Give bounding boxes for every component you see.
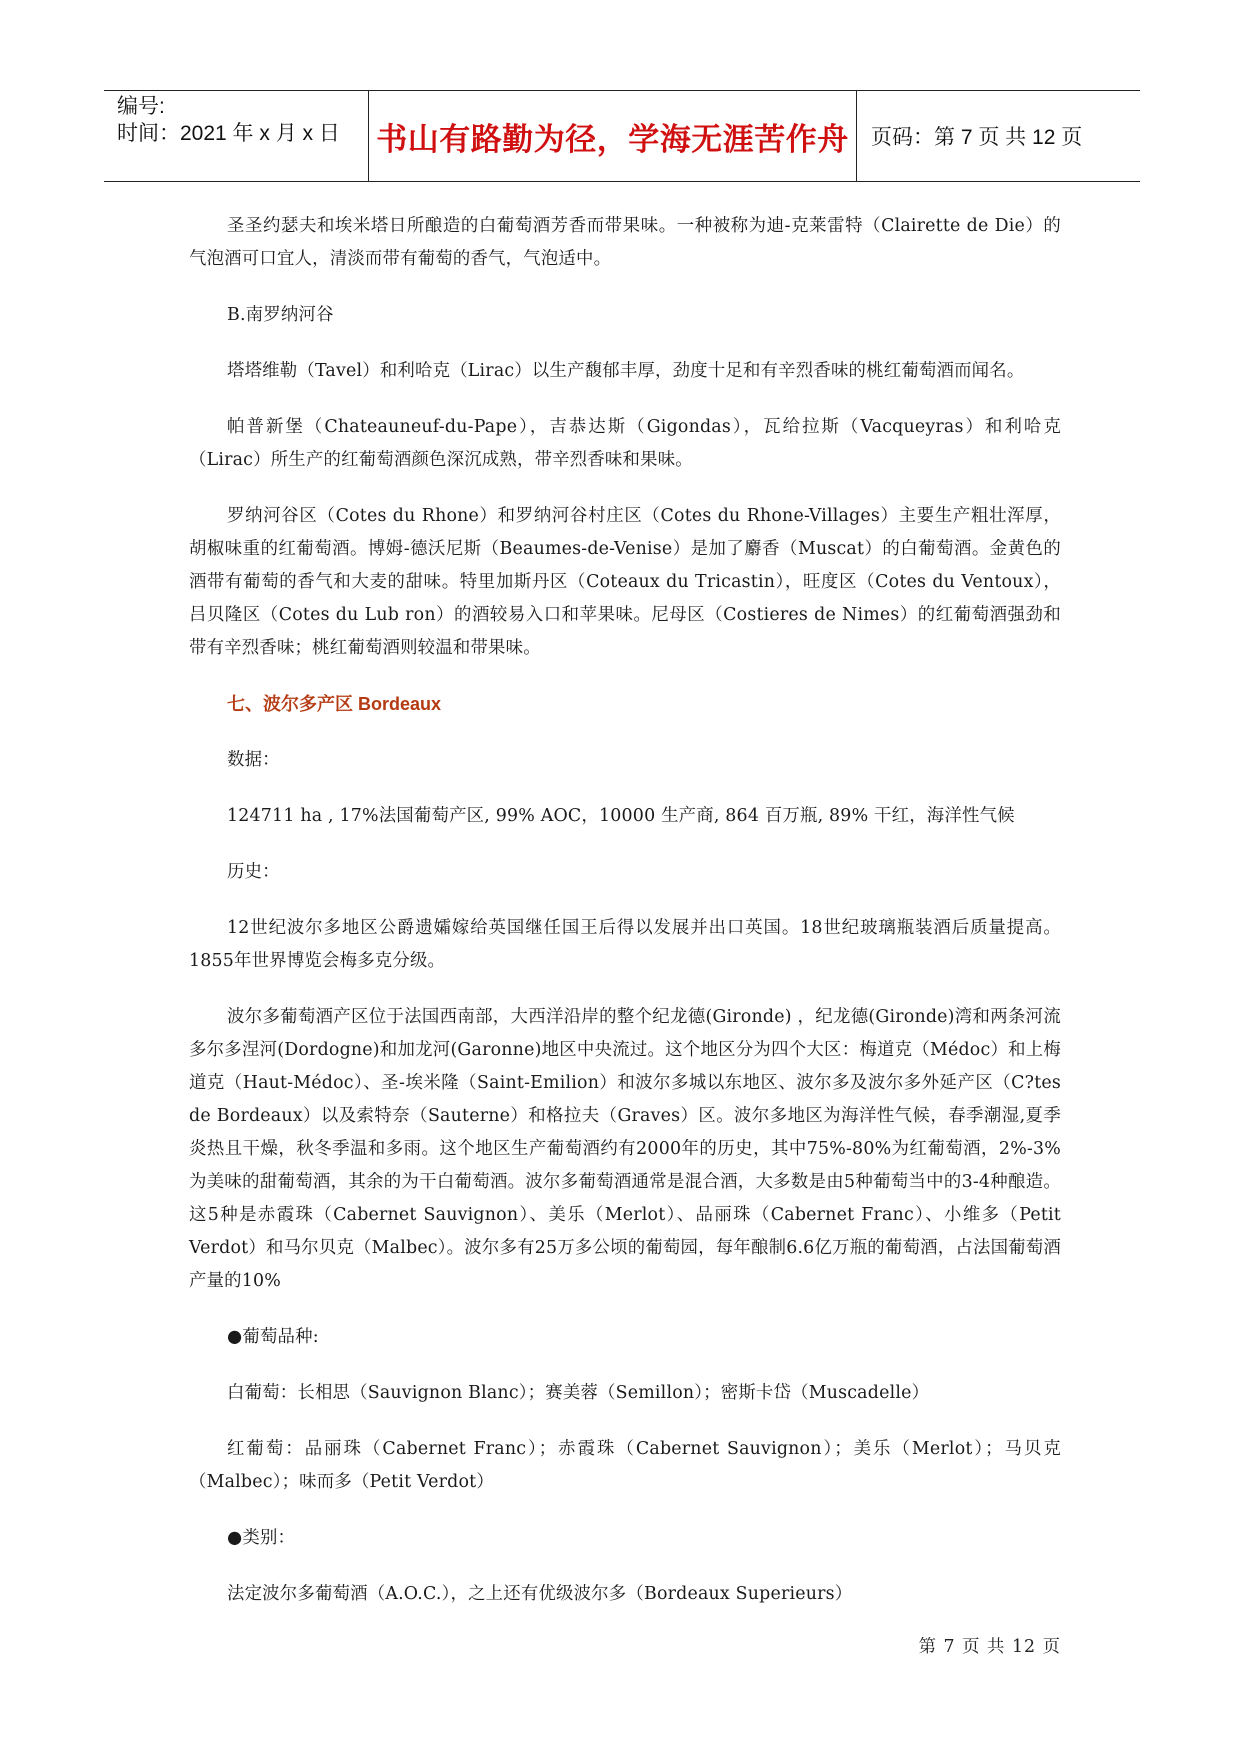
section-heading-bordeaux: 七、波尔多产区 Bordeaux: [227, 694, 442, 714]
paragraph-chateauneuf: 帕普新堡（Chateauneuf-du-Pape），吉恭达斯（Gigondas），瓦给拉斯（Vacqueyras）和利哈克（Lirac）所生产的红葡萄酒颜色深沉成熟，带辛烈香味和果味。: [189, 417, 1061, 470]
header-slogan: 书山有路勤为径，学海无涯苦作舟: [376, 121, 849, 158]
document-body: [189, 210, 1061, 1634]
header-right-cell: [857, 91, 1140, 181]
paragraph-aoc: 法定波尔多葡萄酒（A.O.C.），之上还有优级波尔多（Bordeaux Superieurs）: [227, 1584, 853, 1604]
label-data: 数据：: [227, 750, 280, 770]
paragraph-tavel: 塔塔维勒（Tavel）和利哈克（Lirac）以生产馥郁丰厚，劲度十足和有辛烈香味的桃红葡萄酒而闻名。: [227, 361, 1025, 381]
header-page-info: 页码：第 7 页 共 12 页: [871, 126, 1083, 149]
label-history: 历史：: [227, 862, 280, 882]
label-categories: ●类别：: [227, 1528, 296, 1548]
paragraph-white-wine: 圣圣约瑟夫和埃米塔日所酿造的白葡萄酒芳香而带果味。一种被称为迪-克莱雷特（Clairette de Die）的气泡酒可口宜人，清淡而带有葡萄的香气，气泡适中。: [189, 216, 1061, 269]
header-left-cell: [104, 91, 369, 181]
page-footer: 第 7 页 共 12 页: [918, 1637, 1061, 1657]
paragraph-cotes-du-rhone: 罗纳河谷区（Cotes du Rhone）和罗纳河谷村庄区（Cotes du Rhone-Villages）主要生产粗壮浑厚，胡椒味重的红葡萄酒。博姆-德沃尼斯（Beaumes-de-Venise）是加了麝香（Muscat）的白葡萄酒。金黄色的酒带有葡萄的香气和大麦的甜味。特里加斯丹区（Coteaux du Tricastin），旺度区（Cotes du Ventoux），吕贝隆区（Cotes du Lub ron）的酒较易入口和苹果味。尼母区（Costieres de Nimes）的红葡萄酒强劲和带有辛烈香味；桃红葡萄酒则较温和带果味。: [189, 506, 1061, 658]
paragraph-history: 12世纪波尔多地区公爵遗孀嫁给英国继任国王后得以发展并出口英国。18世纪玻璃瓶装酒后质量提高。1855年世界博览会梅多克分级。: [189, 918, 1061, 971]
label-grape-varieties: ●葡萄品种:: [227, 1327, 319, 1347]
paragraph-white-grapes: 白葡萄：长相思（Sauvignon Blanc）；赛美蓉（Semillon）；密斯卡岱（Muscadelle）: [227, 1383, 930, 1403]
header-table: [104, 90, 1140, 182]
document-number-label: 编号:: [117, 95, 165, 118]
paragraph-stats: 124711 ha , 17%法国葡萄产区, 99% AOC，10000 生产商, 864 百万瓶, 89% 干红，海洋性气候: [227, 806, 1015, 826]
paragraph-red-grapes: 红葡萄：品丽珠（Cabernet Franc）；赤霞珠（Cabernet Sauvignon）；美乐（Merlot）；马贝克（Malbec）；味而多（Petit Verdot）: [189, 1439, 1061, 1492]
document-time-label: 时间：2021 年 x 月 x 日: [117, 122, 340, 145]
header-middle-cell: [369, 91, 857, 181]
subheading-south-rhone: B.南罗纳河谷: [227, 305, 334, 325]
paragraph-bordeaux-overview: 波尔多葡萄酒产区位于法国西南部，大西洋沿岸的整个纪龙德(Gironde) ，纪龙德(Gironde)湾和两条河流多尔多涅河(Dordogne)和加龙河(Garonne)地区中央流过。这个地区分为四个大区：梅道克（Médoc）和上梅道克（Haut-Médoc）、圣-埃米隆（Saint-Emilion）和波尔多城以东地区、波尔多及波尔多外延产区（C?tes de Bordeaux）以及索特奈（Sauterne）和格拉夫（Graves）区。波尔多地区为海洋性气候，春季潮湿,夏季炎热且干燥，秋冬季温和多雨。这个地区生产葡萄酒约有2000年的历史，其中75%-80%为红葡萄酒，2%-3%为美味的甜葡萄酒，其余的为干白葡萄酒。波尔多葡萄酒通常是混合酒，大多数是由5种葡萄当中的3-4种酿造。这5种是赤霞珠（Cabernet Sauvignon）、美乐（Merlot）、品丽珠（Cabernet Franc）、小维多（Petit Verdot）和马尔贝克（Malbec）。波尔多有25万多公顷的葡萄园，每年酿制6.6亿万瓶的葡萄酒，占法国葡萄酒产量的10%: [189, 1007, 1061, 1291]
